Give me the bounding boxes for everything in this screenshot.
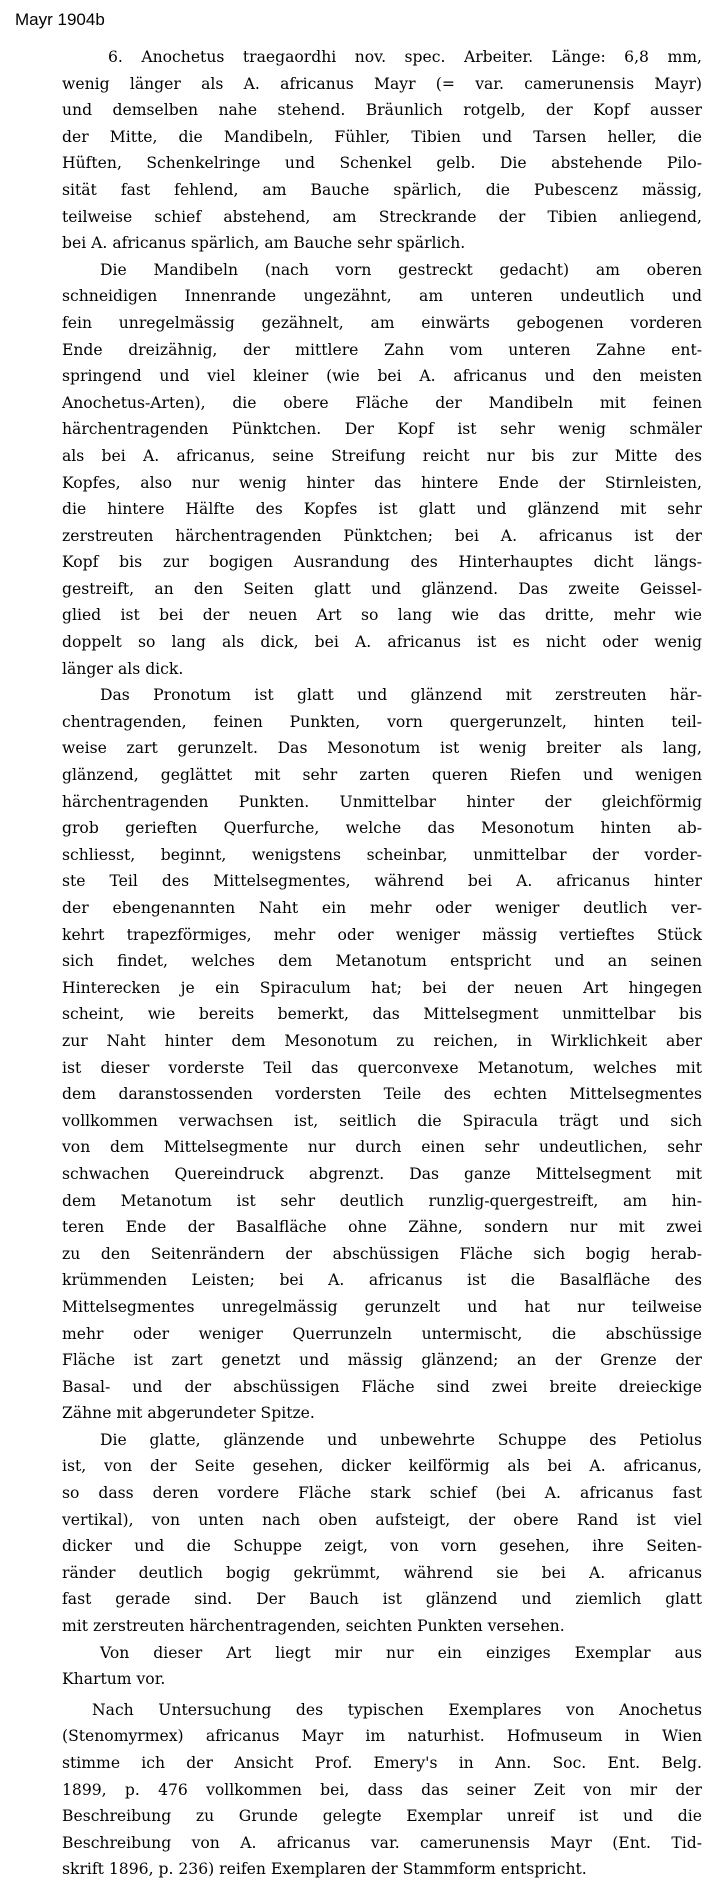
text-line: Khartum vor. (62, 1670, 166, 1689)
text-line: ste Teil des Mittelsegmentes, während bei A. africanus hinter (62, 872, 702, 891)
text-line: 1899, p. 476 vollkommen bei, dass das seiner Zeit von mir der (62, 1780, 702, 1799)
text-line: zu den Seitenrändern der abschüssigen Fläche sich bogig herab- (62, 1244, 702, 1263)
text-line: scheint, wie bereits bemerkt, das Mittelsegment unmittelbar bis (62, 1005, 702, 1024)
text-line: teren Ende der Basalfläche ohne Zähne, sondern nur mit zwei (62, 1218, 702, 1237)
text-line: als bei A. africanus, seine Streifung reicht nur bis zur Mitte des (62, 446, 702, 465)
text-line: ist dieser vorderste Teil das querconvexe Metanotum, welches mit (62, 1058, 702, 1077)
text-line: sität fast fehlend, am Bauche spärlich, die Pubescenz mässig, (62, 180, 702, 199)
text-line: dicker und die Schuppe zeigt, von vorn gesehen, ihre Seiten- (62, 1537, 702, 1556)
text-line: Nach Untersuchung des typischen Exemplares von Anochetus (92, 1700, 702, 1719)
text-line: teilweise schief abstehend, am Streckrande der Tibien anliegend, (62, 207, 702, 226)
paragraph (62, 1427, 702, 1640)
text-line: Kopf bis zur bogigen Ausrandung des Hinterhauptes dicht längs- (62, 553, 702, 572)
text-line: der ebengenannten Naht ein mehr oder weniger deutlich ver- (62, 899, 702, 917)
text-line: der Mitte, die Mandibeln, Fühler, Tibien und Tarsen heller, die (62, 127, 702, 146)
text-line: ränder deutlich bogig gekrümmt, während sie bei A. africanus (62, 1563, 702, 1582)
text-line: länger als dick. (62, 659, 184, 678)
document-body (62, 44, 702, 1883)
text-line: dem Metanotum ist sehr deutlich runzlig-quergestreift, am hin- (62, 1191, 702, 1210)
text-line: mehr oder weniger Querrunzeln untermischt, die abschüssige (62, 1324, 702, 1343)
text-line: Beschreibung von A. africanus var. camerunensis Mayr (Ent. Tid- (62, 1833, 702, 1852)
text-line: weise zart gerunzelt. Das Mesonotum ist wenig breiter als lang, (62, 739, 702, 758)
text-line: Von dieser Art liegt mir nur ein einziges Exemplar aus (100, 1643, 702, 1662)
text-line: härchentragenden Punkten. Unmittelbar hinter der gleichförmig (62, 792, 702, 811)
text-line: härchentragenden Pünktchen. Der Kopf ist sehr wenig schmäler (62, 420, 702, 439)
text-line: schliesst, beginnt, wenigstens scheinbar, unmittelbar der vorder- (62, 845, 702, 864)
text-line: Anochetus-Arten), die obere Fläche der Mandibeln mit feinen (62, 393, 702, 412)
text-line: von dem Mittelsegmente nur durch einen sehr undeutlichen, sehr (62, 1138, 702, 1157)
text-line: schneidigen Innenrande ungezähnt, am unteren undeutlich und (62, 287, 702, 306)
text-line: Basal- und der abschüssigen Fläche sind zwei breite dreieckige (62, 1377, 702, 1396)
text-line: Die Mandibeln (nach vorn gestreckt gedacht) am oberen (100, 260, 702, 279)
text-line: Ende dreizähnig, der mittlere Zahn vom unteren Zahne ent- (62, 340, 702, 359)
text-line: kehrt trapezförmiges, mehr oder weniger mässig vertieftes Stück (62, 925, 702, 944)
text-line: 6. Anochetus traegaordhi nov. spec. Arbeiter. Länge: 6,8 mm, (108, 48, 702, 66)
text-line: vertikal), von unten nach oben aufsteigt, der obere Rand ist viel (62, 1510, 702, 1529)
text-line: Kopfes, also nur wenig hinter das hintere Ende der Stirnleisten, (62, 473, 702, 492)
text-line: glied ist bei der neuen Art so lang wie das dritte, mehr wie (62, 606, 702, 625)
text-line: so dass deren vordere Fläche stark schief (bei A. africanus fast (62, 1484, 702, 1503)
text-line: Hinterecken je ein Spiraculum hat; bei der neuen Art hingegen (62, 978, 702, 997)
paragraph (62, 682, 702, 1427)
text-line: Mittelsegmentes unregelmässig gerunzelt und hat nur teilweise (62, 1297, 702, 1316)
text-line: zur Naht hinter dem Mesonotum zu reichen, in Wirklichkeit aber (62, 1031, 702, 1050)
text-line: wenig länger als A. africanus Mayr (= var. camerunensis Mayr) (62, 74, 702, 93)
text-line: sich findet, welches dem Metanotum entspricht und an seinen (62, 952, 702, 971)
text-line: Die glatte, glänzende und unbewehrte Schuppe des Petiolus (100, 1430, 702, 1449)
text-line: Das Pronotum ist glatt und glänzend mit zerstreuten här- (100, 686, 702, 705)
text-line: gestreift, an den Seiten glatt und glänzend. Das zweite Geissel- (62, 579, 702, 598)
paragraph (62, 257, 702, 683)
paragraph (62, 1640, 702, 1693)
text-line: bei A. africanus spärlich, am Bauche sehr spärlich. (62, 234, 466, 253)
text-line: fast gerade sind. Der Bauch ist glänzend und ziemlich glatt (62, 1590, 702, 1609)
text-line: krümmenden Leisten; bei A. africanus ist die Basalfläche des (62, 1271, 702, 1290)
text-line: vollkommen verwachsen ist, seitlich die Spiracula trägt und sich (62, 1111, 702, 1130)
text-line: Beschreibung zu Grunde gelegte Exemplar unreif ist und die (62, 1807, 702, 1826)
text-line: skrift 1896, p. 236) reifen Exemplaren der Stammform entspricht. (62, 1860, 587, 1879)
text-line: ist, von der Seite gesehen, dicker keilförmig als bei A. africanus, (62, 1457, 702, 1476)
page-header: Mayr 1904b (15, 10, 105, 29)
text-line: Zähne mit abgerundeter Spitze. (62, 1404, 315, 1423)
text-line: glänzend, geglättet mit sehr zarten queren Riefen und wenigen (62, 766, 702, 785)
text-line: zerstreuten härchentragenden Pünktchen; bei A. africanus ist der (62, 526, 702, 545)
text-line: chentragenden, feinen Punkten, vorn quergerunzelt, hinten teil- (62, 712, 702, 731)
text-line: schwachen Quereindruck abgrenzt. Das ganze Mittelsegment mit (62, 1164, 702, 1183)
text-line: fein unregelmässig gezähnelt, am einwärts gebogenen vorderen (62, 313, 702, 332)
text-line: die hintere Hälfte des Kopfes ist glatt und glänzend mit sehr (62, 500, 702, 519)
text-line: springend und viel kleiner (wie bei A. africanus und den meisten (62, 367, 702, 386)
text-line: und demselben nahe stehend. Bräunlich rotgelb, der Kopf ausser (62, 101, 702, 120)
text-line: Hüften, Schenkelringe und Schenkel gelb. Die abstehende Pilo- (62, 154, 702, 173)
text-line: (Stenomyrmex) africanus Mayr im naturhist. Hofmuseum in Wien (62, 1727, 702, 1746)
paragraph (62, 44, 702, 257)
text-line: stimme ich der Ansicht Prof. Emery's in Ann. Soc. Ent. Belg. (62, 1754, 702, 1772)
text-line: Fläche ist zart genetzt und mässig glänzend; an der Grenze der (62, 1351, 702, 1370)
text-line: grob gerieften Querfurche, welche das Mesonotum hinten ab- (62, 819, 702, 838)
paragraph (62, 1697, 702, 1883)
text-line: dem daranstossenden vordersten Teile des echten Mittelsegmentes (62, 1085, 702, 1104)
text-line: mit zerstreuten härchentragenden, seichten Punkten versehen. (62, 1617, 565, 1636)
text-line: doppelt so lang als dick, bei A. africanus ist es nicht oder wenig (62, 633, 702, 652)
